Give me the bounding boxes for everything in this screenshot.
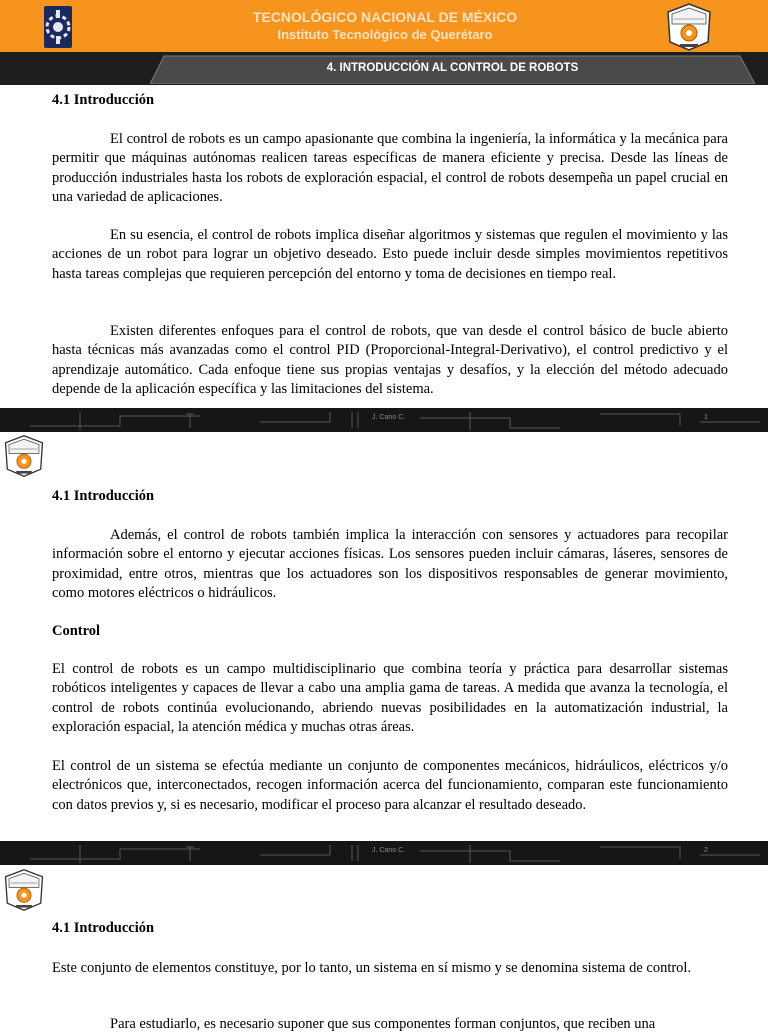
itq-shield-logo-icon: [2, 868, 46, 912]
page1-paragraph-3: Existen diferentes enfoques para el control de robots, que van desde el control básico de bucle abierto hasta técnicas más avanzadas como el control PID (Proporcional-Integral-Derivativo), el control predictivo y el aprendizaje automático. Cada enfoque tiene sus propias ventajas y desafíos, y la elección del método adecuado depende de la aplicación específica y las limitaciones del sistema.: [52, 323, 728, 397]
page1-footer-author: J. Cano C.: [372, 414, 406, 421]
page1-heading: 4.1 Introducción: [52, 92, 155, 108]
itq-shield-logo-icon: [2, 434, 46, 478]
page2-paragraph-3: El control de un sistema se efectúa mediante un conjunto de componentes mecánicos, hidráulicos, eléctricos y/o electrónicos que, interconectados, recogen información acerca del funcionamiento, comparan este funcionamiento con datos previos y, si es necesario, modificar el proceso para alcanzar el resultado deseado.: [52, 758, 728, 813]
page2-footer-page-number: 2: [704, 847, 708, 854]
institution-name: TECNOLÓGICO NACIONAL DE MÉXICO: [252, 9, 518, 25]
itq-shield-logo-icon: [664, 2, 714, 52]
page2-footer-author: J. Cano C.: [372, 847, 406, 854]
page1-footer-page-number: 1: [704, 414, 708, 421]
campus-name: Instituto Tecnológico de Querétaro: [277, 27, 493, 42]
page3-heading: 4.1 Introducción: [52, 920, 155, 936]
page2-heading: 4.1 Introducción: [52, 488, 155, 504]
page1-paragraph-1: El control de robots es un campo apasionante que combina la ingeniería, la informática y la mecánica para permitir que máquinas autónomas realicen tareas específicas de manera eficiente y precisa. Desde las líneas de producción industriales hasta los robots de exploración espacial, el control de robots desempeña un papel crucial en una variedad de aplicaciones.: [52, 131, 728, 205]
page2-paragraph-2: El control de robots es un campo multidisciplinario que combina teoría y práctica para desarrollar sistemas robóticos inteligentes y capaces de llevar a cabo una amplia gama de tareas. A medida que avanza la tecnología, el control de robots continúa evolucionando, abriendo nuevas posibilidades en la automatización industrial, la exploración espacial, la atención médica y muchas otras áreas.: [52, 661, 728, 735]
page3-paragraph-2: Para estudiarlo, es necesario suponer que sus componentes forman conjuntos, que reciben una: [110, 1016, 656, 1032]
header-banner: [0, 0, 768, 52]
page1-footer-band: [0, 408, 768, 432]
tecnm-gear-logo-icon: [38, 4, 78, 50]
chapter-title: 4. INTRODUCCIÓN AL CONTROL DE ROBOTS: [326, 62, 579, 74]
page1-paragraph-2: En su esencia, el control de robots implica diseñar algoritmos y sistemas que regulen el movimiento y las acciones de un robot para lograr un objetivo deseado. Esto puede incluir desde simples movimientos repetitivos hasta tareas complejas que requieren percepción del entorno y toma de decisiones en tiempo real.: [52, 227, 728, 282]
page3-paragraph-1: Este conjunto de elementos constituye, por lo tanto, un sistema en sí mismo y se denomina sistema de control.: [52, 960, 692, 976]
page2-paragraph-1: Además, el control de robots también implica la interacción con sensores y actuadores para recopilar información sobre el entorno y ejecutar acciones físicas. Los sensores pueden incluir cámaras, láseres, sensores de proximidad, entre otros, mientras que los actuadores son los dispositivos responsables de generar movimiento, como motores eléctricos o hidráulicos.: [52, 527, 728, 601]
page2-footer-band: [0, 841, 768, 865]
page2-subheading: Control: [52, 623, 101, 639]
